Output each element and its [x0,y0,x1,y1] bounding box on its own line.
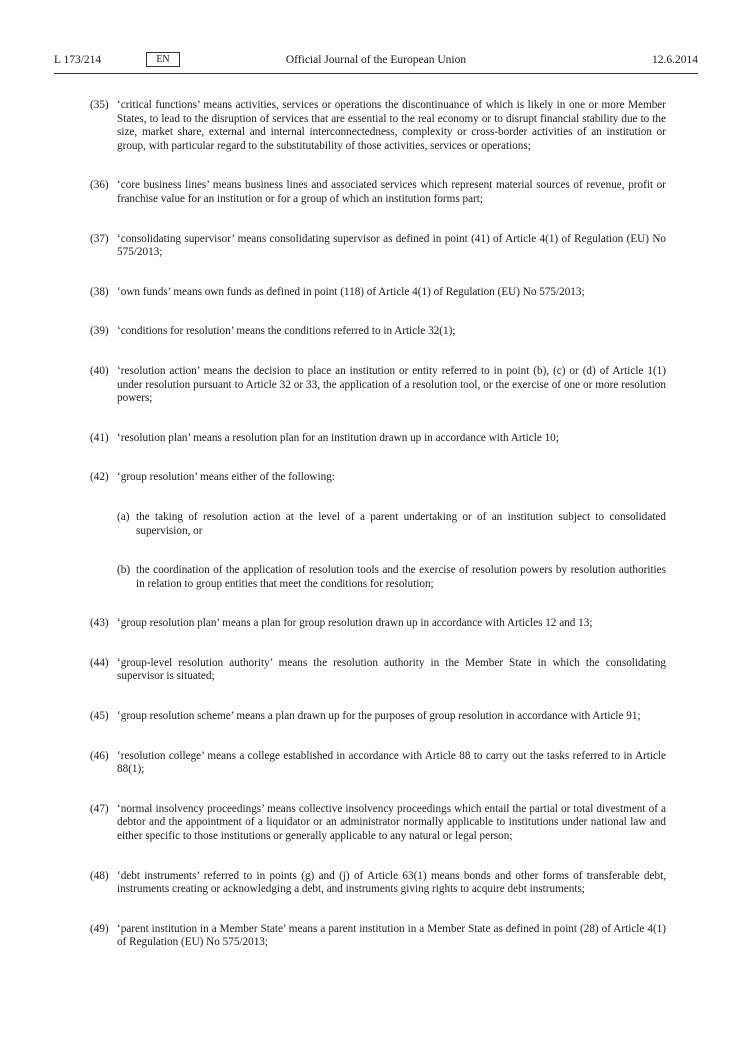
definition-subitem [117,564,666,591]
definition-item [90,710,666,724]
definition-item [90,325,666,339]
definition-item [90,471,666,591]
definition-number: (42) [90,471,109,484]
definition-text: ‘group resolution plan’ means a plan for group resolution drawn up in accordance with Articles 12 and 13; [117,617,593,630]
definition-text: ‘parent institution in a Member State’ means a parent institution in a Member State as defined in point (28) of Article 4(1) of Regulation (EU) No 575/2013; [117,922,666,949]
definition-subitem [117,511,666,538]
definition-number: (41) [90,431,109,444]
definition-number: (40) [90,364,109,377]
definition-item [90,233,666,260]
definition-text: ‘resolution college’ means a college established in accordance with Article 88 to carry out the tasks referred to in Article 88(1); [117,749,666,776]
definition-number: (37) [90,232,109,245]
definition-text: ‘resolution action’ means the decision to place an institution or entity referred to in point (b), (c) or (d) of Article 1(1) under resolution pursuant to Article 32 or 33, the application of a resolution tool, or the exercise of one or more resolution powers; [117,364,666,405]
definition-number: (49) [90,922,109,935]
page-header [54,50,698,72]
definition-item [90,99,666,153]
definition-item [90,432,666,446]
definitions-list [90,99,666,976]
definition-text: ‘resolution plan’ means a resolution plan for an institution drawn up in accordance with Article 10; [117,431,559,444]
definition-item [90,617,666,631]
definition-number: (38) [90,285,109,298]
header-rule [54,73,698,74]
page-reference: L 173/214 [54,54,102,66]
definition-number: (39) [90,325,109,338]
definition-text: ‘critical functions’ means activities, services or operations the discontinuance of which is likely in one or more Member States, to lead to the disruption of services that are essential to the real economy or to disrupt financial stability due to the size, market share, external and internal interconnectedness, complexity or cross-border activities of an institution or group, with particular regard to the substitutability of those activities, services or operations; [117,99,666,152]
definition-number: (47) [90,802,109,815]
subitem-letter: (b) [117,564,131,577]
definition-number: (48) [90,869,109,882]
journal-title: Official Journal of the European Union [285,54,467,66]
language-badge: EN [146,52,180,67]
definition-number: (36) [90,179,109,192]
definition-number: (45) [90,710,109,723]
definition-text: ‘consolidating supervisor’ means consolidating supervisor as defined in point (41) of Article 4(1) of Regulation (EU) No 575/2013; [117,232,666,259]
definition-number: (44) [90,656,109,669]
definition-item [90,286,666,300]
definition-text: ‘group resolution’ means either of the following: [117,471,335,484]
definition-text: ‘group resolution scheme’ means a plan drawn up for the purposes of group resolution in accordance with Article 91; [117,710,641,723]
definition-text: ‘core business lines’ means business lines and associated services which represent material sources of revenue, profit or franchise value for an institution or for a group of which an institution forms part; [117,179,666,205]
definition-text: ‘own funds’ means own funds as defined in point (118) of Article 4(1) of Regulation (EU) No 575/2013; [117,285,585,298]
definition-text: ‘debt instruments’ referred to in points (g) and (j) of Article 63(1) means bonds and other forms of transferable debt, instruments creating or acknowledging a debt, and instruments giving rights to acquire debt instruments; [117,869,666,896]
definition-item [90,179,666,206]
definition-number: (35) [90,99,109,111]
definition-item [90,870,666,897]
subitem-text: the taking of resolution action at the level of a parent undertaking or of an institution subject to consolidated supervision, or [136,510,666,537]
definition-text: ‘normal insolvency proceedings’ means collective insolvency proceedings which entail the partial or total divestment of a debtor and the appointment of a liquidator or an administrator normally applicable to institutions under national law and either specific to those institutions or generally applicable to any natural or legal person; [117,802,666,843]
definition-item [90,803,666,844]
definition-item [90,657,666,684]
definition-text: ‘conditions for resolution’ means the conditions referred to in Article 32(1); [117,325,456,338]
definition-number: (43) [90,617,109,630]
definition-item [90,365,666,406]
publication-date: 12.6.2014 [652,54,698,66]
definition-text: ‘group-level resolution authority’ means the resolution authority in the Member State in which the consolidating supervisor is situated; [117,656,666,683]
subitem-text: the coordination of the application of resolution tools and the exercise of resolution powers by resolution authorities in relation to group entities that meet the conditions for resolution; [136,564,666,590]
definition-item [90,923,666,950]
definition-item [90,750,666,777]
subitem-letter: (a) [117,510,130,523]
definition-number: (46) [90,749,109,762]
